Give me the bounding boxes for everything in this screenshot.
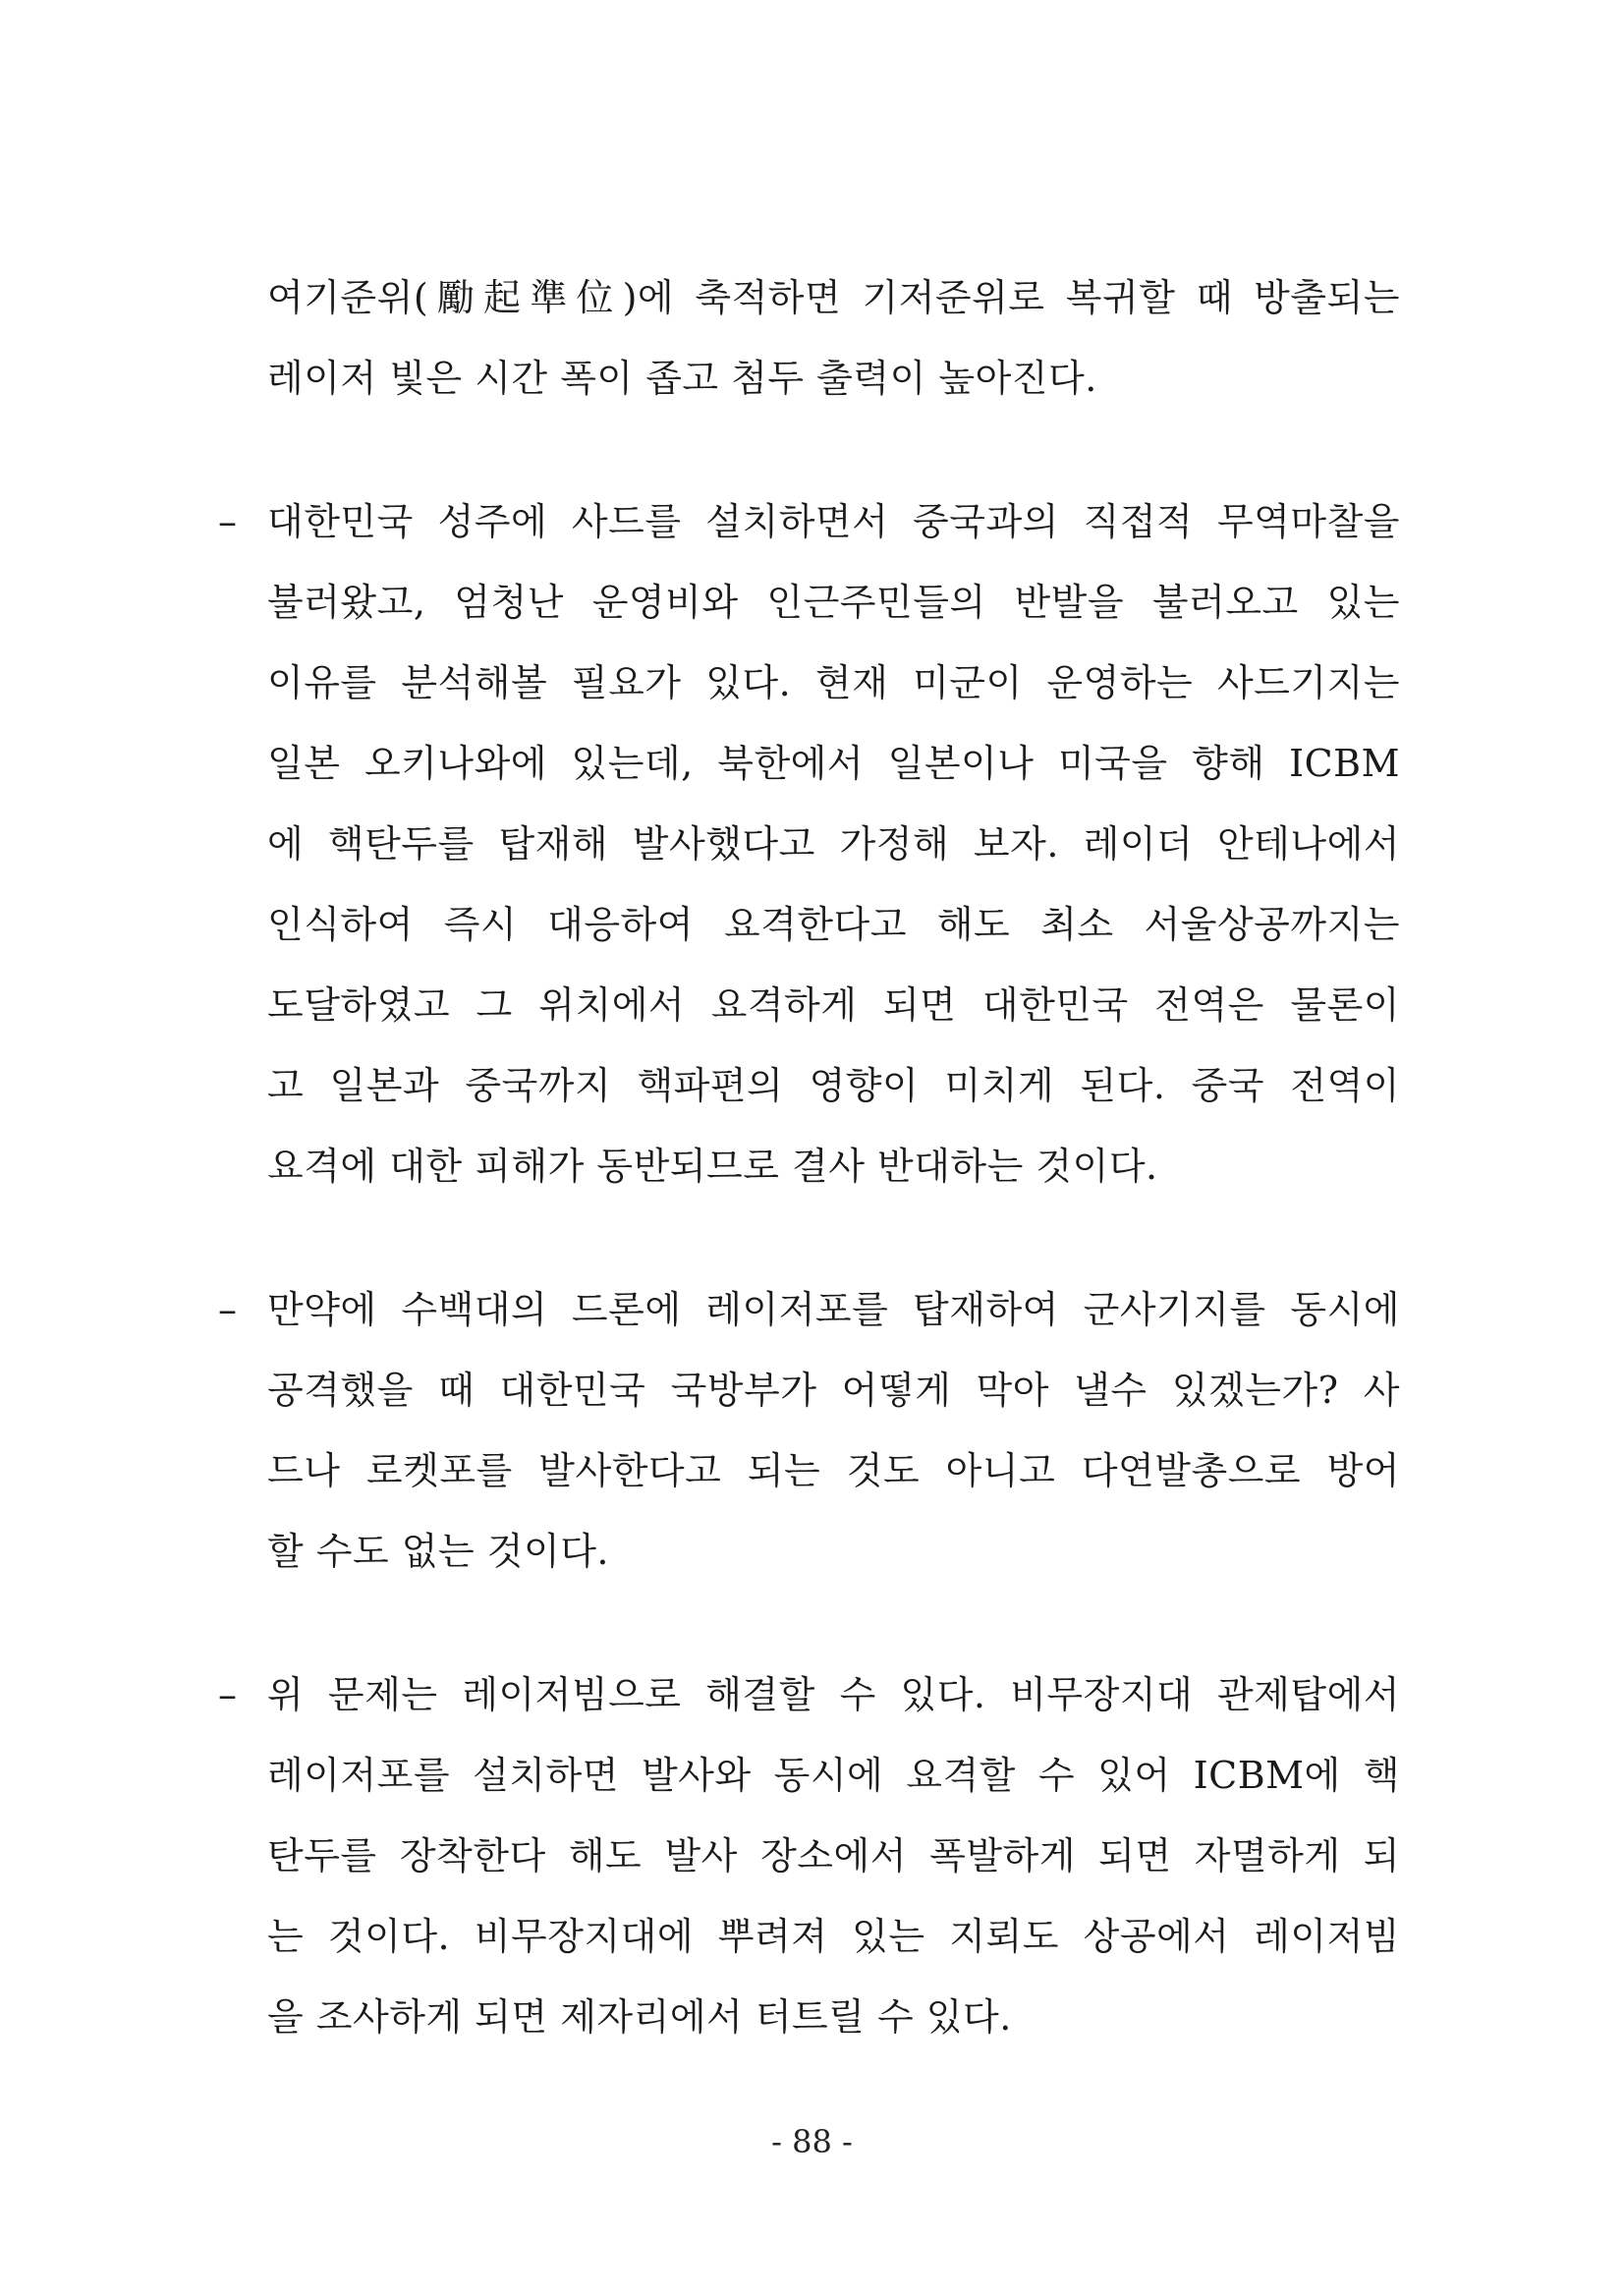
paragraph-laser-solution bbox=[218, 1654, 1400, 2057]
bullet-dash: – bbox=[218, 500, 237, 543]
text-line: 만약에 수백대의 드론에 레이저포를 탑재하여 군사기지를 동시에 bbox=[267, 1288, 1400, 1331]
bullet-dash: – bbox=[218, 1288, 237, 1331]
text-line: 일본 오키나와에 있는데, 북한에서 일본이나 미국을 향해 ICBM bbox=[267, 742, 1400, 785]
page-number: - 88 - bbox=[771, 2123, 853, 2160]
text-line: 레이저 빛은 시간 폭이 좁고 첨두 출력이 높아진다. bbox=[267, 357, 1097, 400]
paragraph-thaad bbox=[218, 481, 1400, 1206]
text-line: 위 문제는 레이저빔으로 해결할 수 있다. 비무장지대 관제탑에서 bbox=[267, 1673, 1400, 1716]
text-line: 도달하였고 그 위치에서 요격하게 되면 대한민국 전역은 물론이 bbox=[267, 983, 1400, 1027]
paragraph-drones bbox=[218, 1269, 1400, 1592]
paragraph-laser-pulse bbox=[267, 257, 1400, 419]
text-line: 드나 로켓포를 발사한다고 되는 것도 아니고 다연발총으로 방어 bbox=[267, 1449, 1400, 1492]
text-line: 불러왔고, 엄청난 운영비와 인근주민들의 반발을 불러오고 있는 bbox=[267, 581, 1400, 624]
text-line: 이유를 분석해볼 필요가 있다. 현재 미군이 운영하는 사드기지는 bbox=[267, 661, 1400, 704]
text-line: 인식하여 즉시 대응하여 요격한다고 해도 최소 서울상공까지는 bbox=[267, 903, 1400, 946]
bullet-dash: – bbox=[218, 1673, 237, 1716]
text-line: 대한민국 성주에 사드를 설치하면서 중국과의 직접적 무역마찰을 bbox=[267, 500, 1400, 543]
text-line: 에 핵탄두를 탑재해 발사했다고 가정해 보자. 레이더 안테나에서 bbox=[267, 822, 1400, 866]
text-line: 여기준위(勵起準位)에 축적하면 기저준위로 복귀할 때 방출되는 bbox=[267, 276, 1400, 319]
text-line: 탄두를 장착한다 해도 발사 장소에서 폭발하게 되면 자멸하게 되 bbox=[267, 1834, 1400, 1877]
text-line: 레이저포를 설치하면 발사와 동시에 요격할 수 있어 ICBM에 핵 bbox=[267, 1754, 1400, 1797]
text-line: 을 조사하게 되면 제자리에서 터트릴 수 있다. bbox=[267, 1995, 1012, 2039]
text-line: 는 것이다. 비무장지대에 뿌려져 있는 지뢰도 상공에서 레이저빔 bbox=[267, 1915, 1400, 1958]
document-body bbox=[218, 257, 1400, 2057]
text-line: 고 일본과 중국까지 핵파편의 영향이 미치게 된다. 중국 전역이 bbox=[267, 1064, 1400, 1107]
text-line: 공격했을 때 대한민국 국방부가 어떻게 막아 낼수 있겠는가? 사 bbox=[267, 1369, 1400, 1412]
text-line: 요격에 대한 피해가 동반되므로 결사 반대하는 것이다. bbox=[267, 1145, 1158, 1188]
text-line: 할 수도 없는 것이다. bbox=[267, 1530, 609, 1573]
